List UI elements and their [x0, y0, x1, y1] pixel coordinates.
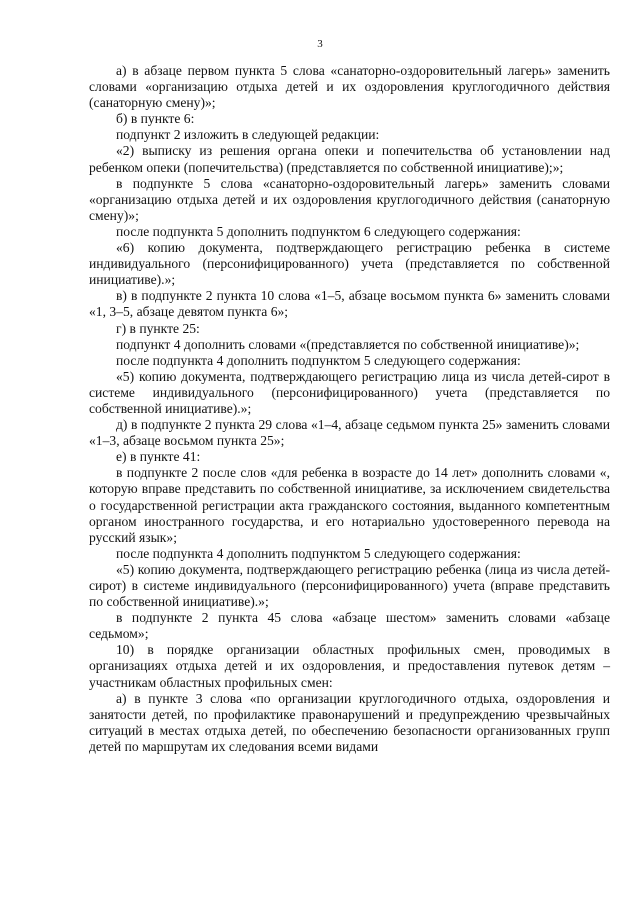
paragraph-9: г) в пункте 25: — [116, 320, 200, 336]
page-number: 3 — [317, 38, 323, 50]
paragraph-7: «6) копию документа, подтверждающего регистрацию ребенка в системе индивидуального (персонифицированного) учета (представляется по собственной инициативе).»; — [89, 240, 610, 288]
paragraph-19: 10) в порядке организации областных профильных смен, проводимых в организациях отдыха детей и их оздоровления, и предоставления путевок детям – участникам областных профильных смен: — [89, 642, 610, 690]
paragraph-15: в подпункте 2 после слов «для ребенка в возрасте до 14 лет» дополнить словами «, которую вправе представить по собственной инициативе, за исключением свидетельства о государственной регистрации акта гражданского состояния, выданного компетентным органом иностранного государства, и его нотариально удостоверенного перевода на русский язык»; — [89, 465, 610, 545]
paragraph-1: а) в абзаце первом пункта 5 слова «санаторно-оздоровительный лагерь» заменить словами «организацию отдыха детей и их оздоровления круглогодичного действия (санаторную смену)»; — [89, 63, 610, 111]
paragraph-18: в подпункте 2 пункта 45 слова «абзаце шестом» заменить словами «абзаце седьмом»; — [89, 610, 610, 642]
paragraph-10: подпункт 4 дополнить словами «(представляется по собственной инициативе)»; — [116, 336, 580, 352]
paragraph-6: после подпункта 5 дополнить подпунктом 6 следующего содержания: — [116, 223, 521, 239]
paragraph-20: а) в пункте 3 слова «по организации круглогодичного отдыха, оздоровления и занятости детей, по профилактике правонарушений и предупреждению чрезвычайных ситуаций в местах отдыха детей, по обеспечению безопасности организованных групп детей по маршрутам их следования всеми видами — [89, 690, 610, 754]
paragraph-16: после подпункта 4 дополнить подпунктом 5 следующего содержания: — [116, 545, 521, 561]
paragraph-2: б) в пункте 6: — [116, 111, 195, 127]
paragraph-13: д) в подпункте 2 пункта 29 слова «1–4, абзаце седьмом пункта 25» заменить словами «1–3, абзаце восьмом пункта 25»; — [89, 417, 610, 449]
paragraph-17: «5) копию документа, подтверждающего регистрацию ребенка (лица из числа детей-сирот) в системе индивидуального (персонифицированного) учета (вправе представить по собственной инициативе).»; — [89, 561, 610, 610]
paragraph-12: «5) копию документа, подтверждающего регистрацию лица из числа детей-сирот в системе индивидуального (персонифицированного) учета (представляется по собственной инициативе).»; — [89, 368, 610, 416]
paragraph-4: «2) выписку из решения органа опеки и попечительства об установлении над ребенком опеки (попечительства) (представляется по собственной инициативе);»; — [89, 143, 610, 175]
paragraph-3: подпункт 2 изложить в следующей редакции: — [116, 127, 380, 143]
paragraph-5: в подпункте 5 слова «санаторно-оздоровительный лагерь» заменить словами «организацию отдыха детей и их оздоровления круглогодичного действия (санаторную смену)»; — [89, 175, 610, 223]
paragraph-11: после подпункта 4 дополнить подпунктом 5 следующего содержания: — [116, 352, 521, 368]
paragraph-8: в) в подпункте 2 пункта 10 слова «1–5, абзаце восьмом пункта 6» заменить словами «1, 3–5, абзаце девятом пункта 6»; — [89, 288, 610, 320]
document-body — [89, 63, 610, 755]
paragraph-14: е) в пункте 41: — [116, 449, 201, 465]
